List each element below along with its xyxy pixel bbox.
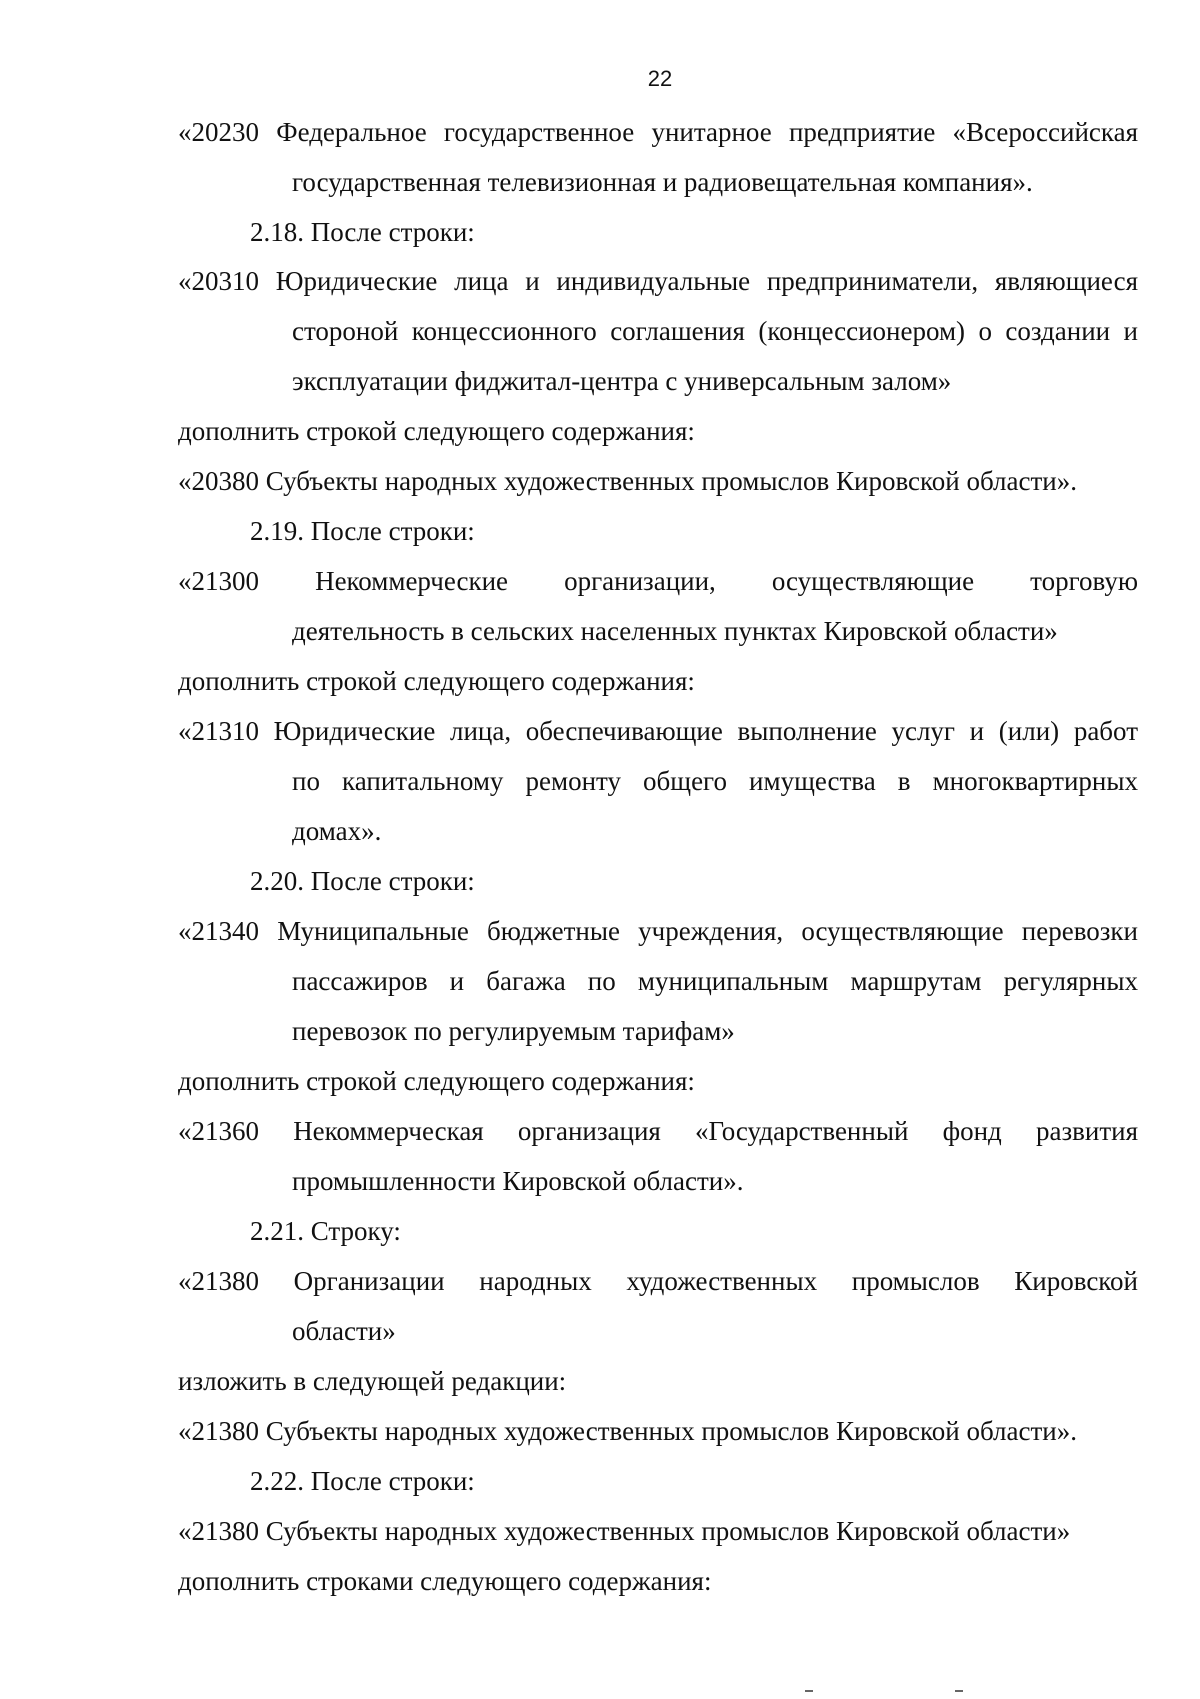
line-21 xyxy=(178,1114,1138,1148)
scan-artifact-mark xyxy=(805,1690,813,1692)
page-number: 22 xyxy=(647,66,673,91)
line-25: области» xyxy=(292,1316,396,1346)
section-2-21: 2.21. Строку: xyxy=(250,1216,401,1246)
entry-21360-line1: «21360 Некоммерческая организация «Государственный фонд развития xyxy=(178,1116,1138,1146)
line-27: «21380 Субъекты народных художественных промыслов Кировской области». xyxy=(178,1416,1077,1446)
line-17 xyxy=(178,914,1138,948)
line-4 xyxy=(178,264,1138,298)
line-5 xyxy=(292,314,1138,348)
section-2-18: 2.18. После строки: xyxy=(250,217,475,247)
line-19: перевозок по регулируемым тарифам» xyxy=(292,1016,735,1046)
line-11: деятельность в сельских населенных пунктах Кировской области» xyxy=(292,616,1058,646)
entry-21340-line2: пассажиров и багажа по муниципальным маршрутам регулярных xyxy=(292,966,1138,996)
line-2: государственная телевизионная и радиовещательная компания». xyxy=(292,167,1033,197)
entry-20310-line1: «20310 Юридические лица и индивидуальные предприниматели, являющиеся xyxy=(178,266,1138,296)
entry-21300-line1: «21300 Некоммерческие организации, осуществляющие торговую xyxy=(178,566,1138,596)
entry-20230-line1: «20230 Федеральное государственное унитарное предприятие «Всероссийская xyxy=(178,117,1138,147)
section-2-20: 2.20. После строки: xyxy=(250,866,475,896)
entry-21310-line2: по капитальному ремонту общего имущества в многоквартирных xyxy=(292,766,1138,796)
entry-21340-line1: «21340 Муниципальные бюджетные учреждения, осуществляющие перевозки xyxy=(178,916,1138,946)
section-2-22: 2.22. После строки: xyxy=(250,1466,475,1496)
line-1 xyxy=(178,115,1138,149)
line-30: дополнить строками следующего содержания: xyxy=(178,1566,712,1596)
line-8: «20380 Субъекты народных художественных промыслов Кировской области». xyxy=(178,466,1077,496)
line-6: эксплуатации фиджитал-центра с универсальным залом» xyxy=(292,366,952,396)
line-22: промышленности Кировской области». xyxy=(292,1166,744,1196)
scan-artifact-mark xyxy=(955,1690,963,1692)
line-26: изложить в следующей редакции: xyxy=(178,1366,567,1396)
line-18 xyxy=(292,964,1138,998)
justified-entry-20230 xyxy=(178,115,1138,149)
line-20: дополнить строкой следующего содержания: xyxy=(178,1066,695,1096)
entry-21380-old-line1: «21380 Организации народных художественных промыслов Кировской xyxy=(178,1266,1138,1296)
line-15: домах». xyxy=(292,816,382,846)
entry-21310-line1: «21310 Юридические лица, обеспечивающие выполнение услуг и (или) работ xyxy=(178,716,1138,746)
line-24 xyxy=(178,1264,1138,1298)
section-2-19: 2.19. После строки: xyxy=(250,516,475,546)
line-7: дополнить строкой следующего содержания: xyxy=(178,416,695,446)
line-14 xyxy=(292,764,1138,798)
entry-20310-line2: стороной концессионного соглашения (концессионером) о создании и xyxy=(292,316,1138,346)
line-12: дополнить строкой следующего содержания: xyxy=(178,666,695,696)
line-13 xyxy=(178,714,1138,748)
line-10 xyxy=(178,564,1138,598)
line-29: «21380 Субъекты народных художественных промыслов Кировской области» xyxy=(178,1516,1071,1546)
